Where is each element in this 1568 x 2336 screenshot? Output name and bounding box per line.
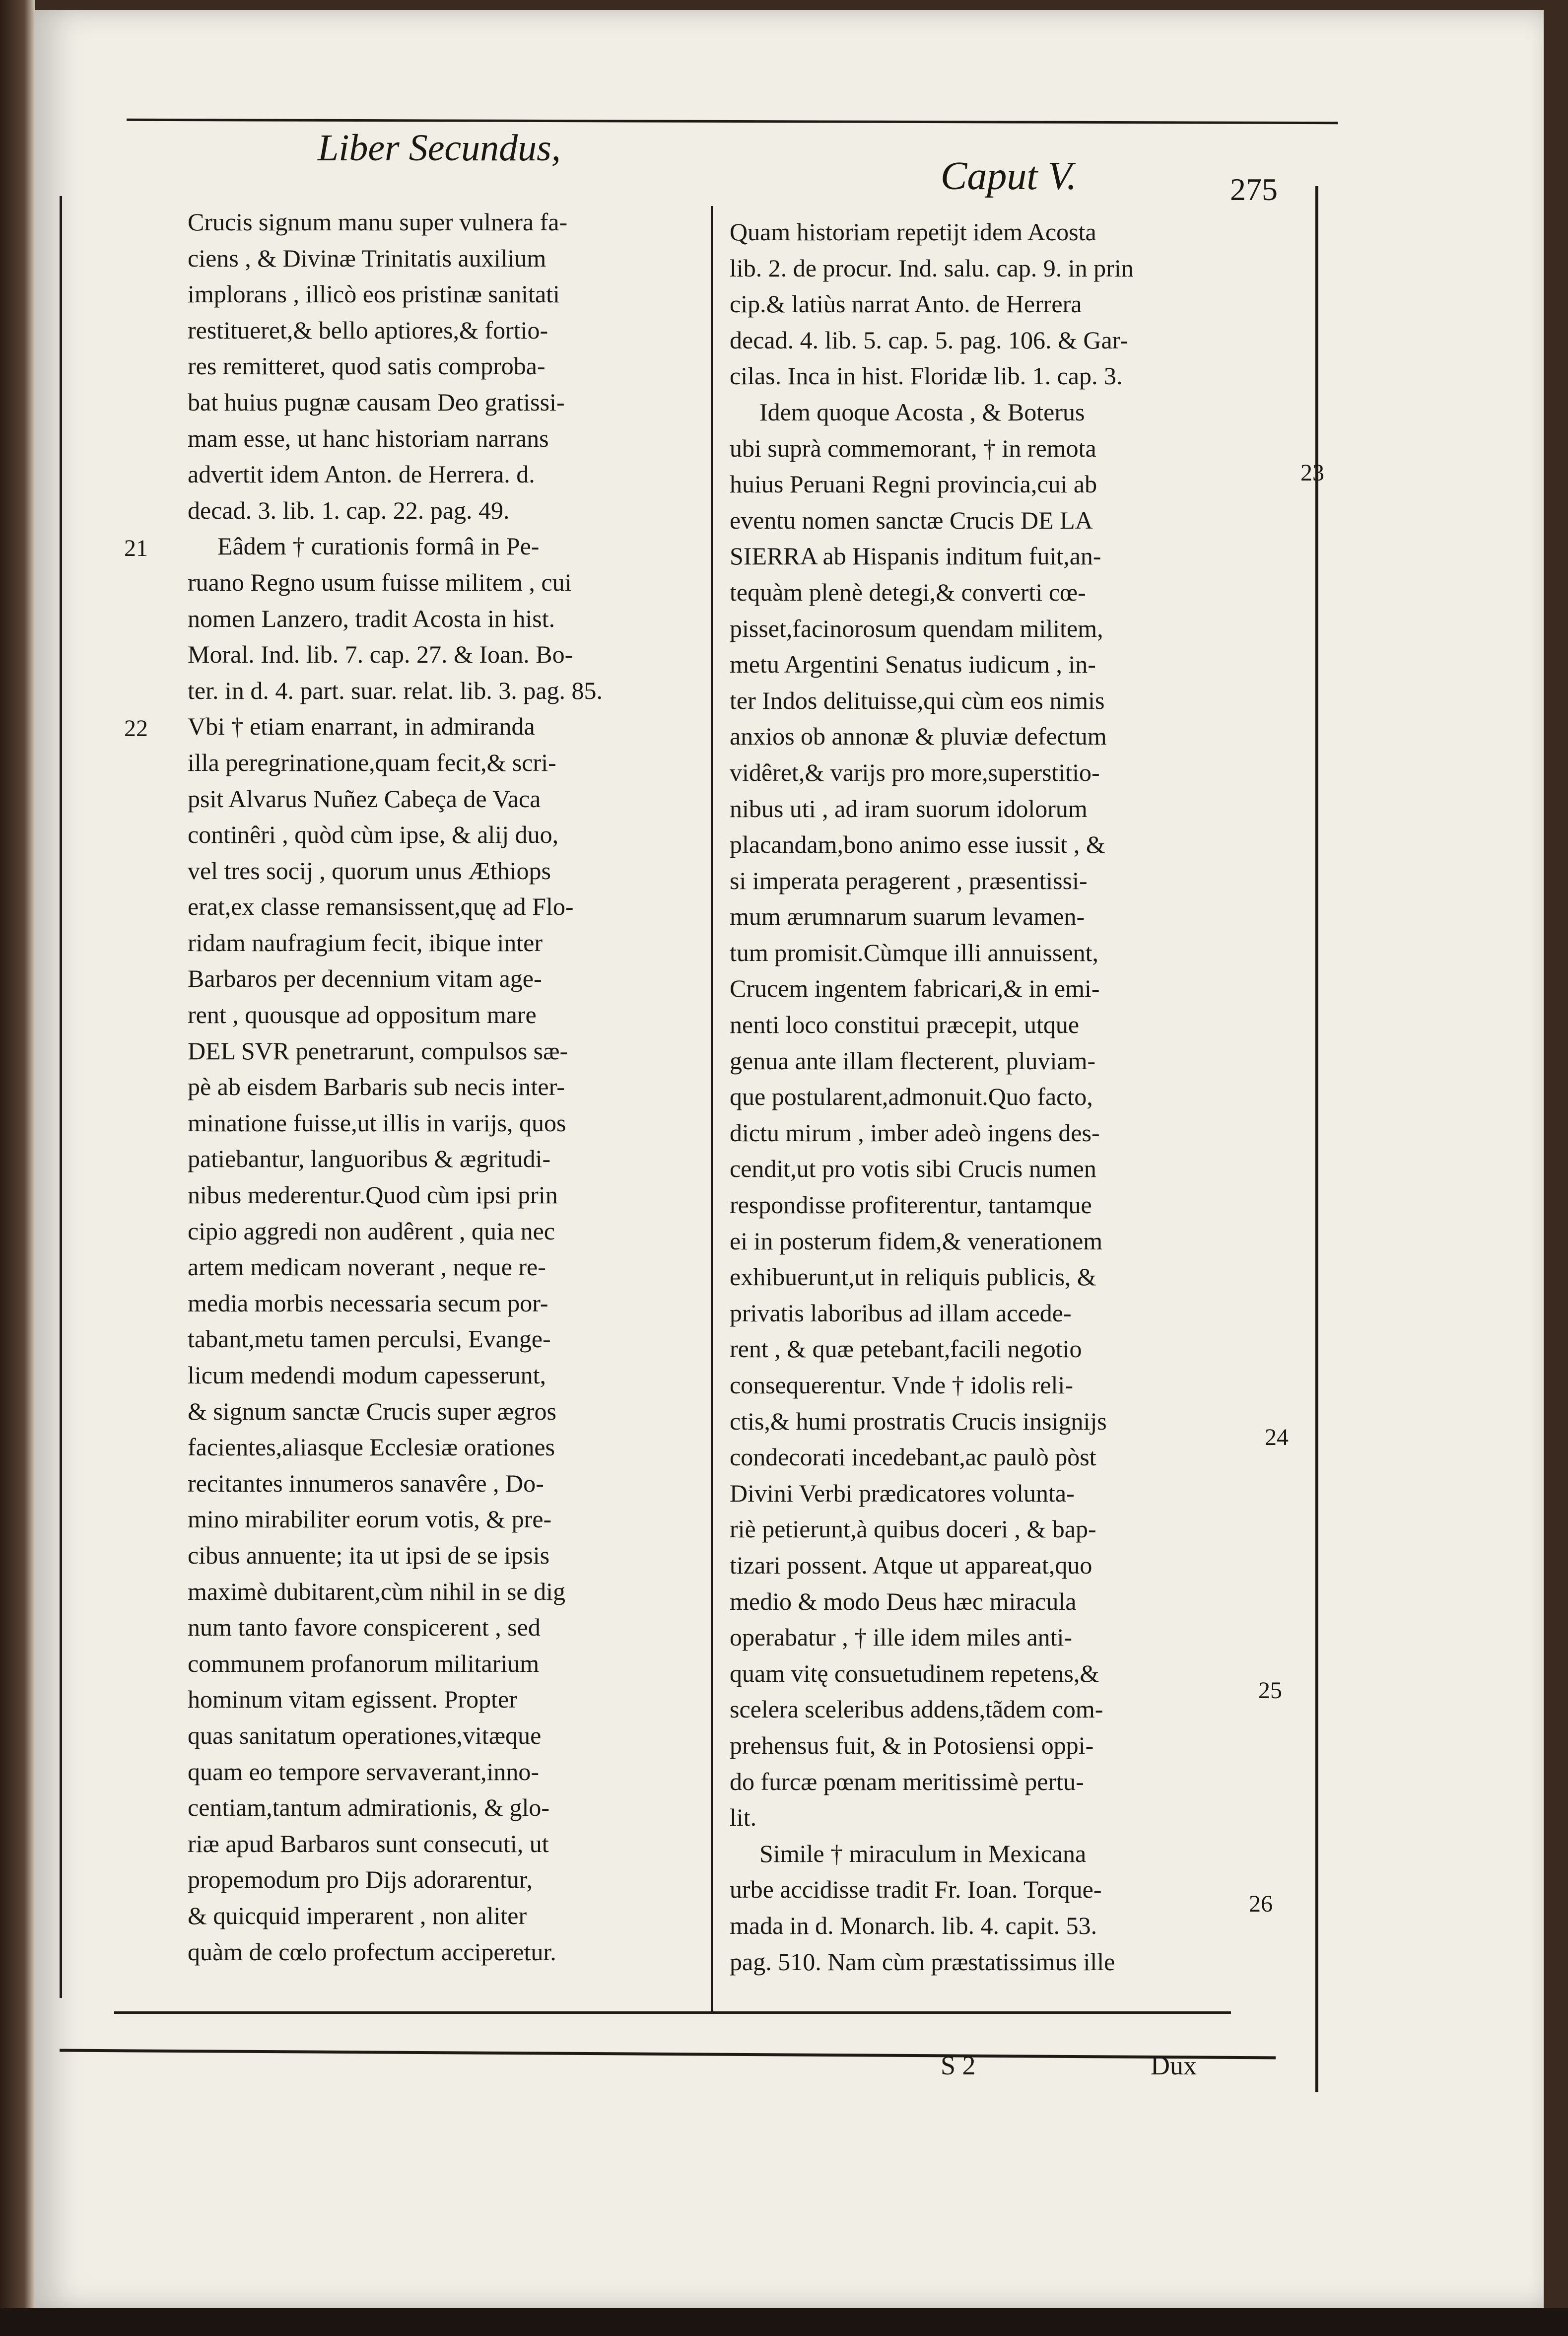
text-line: cendit,ut pro votis sibi Crucis numen	[730, 1155, 1096, 1183]
text-line: nomen Lanzero, tradit Acosta in hist.	[188, 604, 555, 632]
text-line: artem medicam noverant , neque re-	[188, 1253, 546, 1281]
text-line: tequàm plenè detegi,& converti cœ-	[730, 578, 1086, 606]
page-shadow	[0, 2308, 1568, 2336]
text-line: maximè dubitarent,cùm nihil in se dig	[188, 1577, 565, 1605]
text-line: bat huius pugnæ causam Deo gratissi-	[188, 388, 565, 416]
text-line: tizari possent. Atque ut appareat,quo	[730, 1551, 1092, 1579]
text-bottom-rule	[114, 2011, 1231, 2014]
margin-number-24: 24	[1265, 1424, 1289, 1450]
text-line: SIERRA ab Hispanis inditum fuit,an-	[730, 542, 1101, 570]
text-line: si imperata peragerent , præsentissi-	[730, 866, 1088, 894]
text-line: dictu mirum , imber adeò ingens des-	[730, 1118, 1100, 1147]
text-line: cipio aggredi non audêrent , quia nec	[188, 1217, 555, 1245]
text-line: psit Alvarus Nuñez Cabeça de Vaca	[188, 784, 541, 813]
text-line: anxios ob annonæ & pluviæ defectum	[730, 722, 1107, 751]
running-head-left: Liber Secundus,	[318, 127, 561, 169]
text-line: & quicquid imperarent , non aliter	[188, 1901, 527, 1929]
text-line: ruano Regno usum fuisse militem , cui	[188, 568, 572, 596]
text-line: decad. 4. lib. 5. cap. 5. pag. 106. & Gar-	[730, 326, 1128, 354]
text-line: minatione fuisse,ut illis in varijs, quos	[188, 1108, 566, 1137]
text-line: eventu nomen sanctæ Crucis DE LA	[730, 506, 1093, 534]
text-line: quam eo tempore servaverant,inno-	[188, 1757, 540, 1786]
text-line: cibus annuente; ita ut ipsi de se ipsis	[188, 1541, 550, 1569]
text-line: nibus uti , ad iram suorum idolorum	[730, 794, 1088, 823]
text-line: Barbaros per decennium vitam age-	[188, 964, 542, 993]
text-line: condecorati incedebant,ac paulò pòst	[730, 1443, 1096, 1471]
text-line: & signum sanctæ Crucis super ægros	[188, 1397, 557, 1425]
text-line: lit.	[730, 1803, 757, 1832]
text-line: ridam naufragium fecit, ibique inter	[188, 928, 543, 957]
text-line: illa peregrinatione,quam fecit,& scri-	[188, 748, 556, 776]
text-line: communem profanorum militarium	[188, 1649, 540, 1677]
text-line: prehensus fuit, & in Potosiensi oppi-	[730, 1731, 1094, 1759]
text-line: operabatur , † ille idem miles anti-	[730, 1623, 1073, 1651]
text-line: pè ab eisdem Barbaris sub necis inter-	[188, 1073, 565, 1101]
text-line: mada in d. Monarch. lib. 4. capit. 53.	[730, 1911, 1097, 1939]
text-line: erat,ex classe remansissent,quę ad Flo-	[188, 893, 574, 921]
text-line: mino mirabiliter eorum votis, & pre-	[188, 1505, 552, 1533]
book-spine	[0, 0, 35, 2336]
text-line: riæ apud Barbaros sunt consecuti, ut	[188, 1829, 549, 1857]
margin-number-26: 26	[1249, 1891, 1273, 1917]
text-line: mum ærumnarum suarum levamen-	[730, 902, 1085, 931]
text-line: Moral. Ind. lib. 7. cap. 27. & Ioan. Bo-	[188, 640, 573, 669]
text-line: Crucem ingentem fabricari,& in emi-	[730, 974, 1100, 1003]
text-line: nenti loco constitui præcepit, utque	[730, 1011, 1080, 1039]
text-line: pag. 510. Nam cùm præstatissimus ille	[730, 1947, 1115, 1976]
text-line: tabant,metu tamen perculsi, Evange-	[188, 1325, 551, 1353]
text-line: pisset,facinorosum quendam militem,	[730, 614, 1103, 642]
text-line: consequerentur. Vnde † idolis reli-	[730, 1371, 1073, 1399]
text-line: genua ante illam flecterent, pluviam-	[730, 1046, 1096, 1075]
margin-number-25: 25	[1258, 1677, 1282, 1704]
text-line: ei in posterum fidem,& venerationem	[730, 1227, 1103, 1255]
text-line: recitantes innumeros sanavêre , Do-	[188, 1469, 544, 1497]
text-line: ter Indos delituisse,qui cùm eos nimis	[730, 686, 1105, 714]
text-line: privatis laboribus ad illam accede-	[730, 1299, 1072, 1327]
text-line: medio & modo Deus hæc miracula	[730, 1587, 1077, 1615]
text-line: Crucis signum manu super vulnera fa-	[188, 208, 568, 236]
text-line: continêri , quòd cùm ipse, & alij duo,	[188, 821, 559, 849]
text-line: cip.& latiùs narrat Anto. de Herrera	[730, 290, 1082, 318]
text-line: tum promisit.Cùmque illi annuissent,	[730, 938, 1099, 966]
text-line: riè petierunt,à quibus doceri , & bap-	[730, 1515, 1096, 1543]
text-line: ciens , & Divinæ Trinitatis auxilium	[188, 244, 546, 272]
text-line: patiebantur, languoribus & ægritudi-	[188, 1145, 551, 1173]
text-line: Divini Verbi prædicatores volunta-	[730, 1479, 1075, 1507]
text-line: lib. 2. de procur. Ind. salu. cap. 9. in prin	[730, 254, 1134, 282]
text-line: centiam,tantum admirationis, & glo-	[188, 1793, 550, 1822]
margin-number-22: 22	[124, 715, 148, 742]
text-line: advertit idem Anton. de Herrera. d.	[188, 460, 535, 488]
catchword: Dux	[1151, 2051, 1197, 2080]
text-line: Quam historiam repetijt idem Acosta	[730, 218, 1096, 246]
text-line: licum medendi modum capesserunt,	[188, 1361, 546, 1389]
text-line: vel tres socij , quorum unus Æthiops	[188, 856, 551, 885]
text-line: hominum vitam egissent. Propter	[188, 1685, 517, 1714]
text-line: quas sanitatum operationes,vitæque	[188, 1721, 542, 1749]
text-line: huius Peruani Regni provincia,cui ab	[730, 470, 1097, 498]
text-line: urbe accidisse tradit Fr. Ioan. Torque-	[730, 1875, 1102, 1904]
running-head-chapter: Caput V.	[941, 154, 1077, 198]
text-line: cilas. Inca in hist. Floridæ lib. 1. cap. 3.	[730, 362, 1123, 390]
text-line: scelera sceleribus addens,tãdem com-	[730, 1695, 1103, 1723]
margin-number-21: 21	[124, 535, 148, 561]
right-text-column	[730, 214, 1281, 1980]
text-line: metu Argentini Senatus iudicum , in-	[730, 650, 1096, 679]
text-line: ctis,& humi prostratis Crucis insignijs	[730, 1407, 1107, 1435]
text-line: vidêret,& varijs pro more,superstitio-	[730, 758, 1100, 786]
text-line: mam esse, ut hanc historiam narrans	[188, 424, 549, 452]
text-line: decad. 3. lib. 1. cap. 22. pag. 49.	[188, 496, 510, 524]
text-line: num tanto favore conspicerent , sed	[188, 1613, 541, 1642]
frame-left-rule	[60, 196, 62, 1998]
column-divider-rule	[711, 206, 713, 2013]
text-line: ubi suprà commemorant, † in remota	[730, 434, 1096, 462]
text-line: rent , & quæ petebant,facili negotio	[730, 1335, 1082, 1363]
text-line: placandam,bono animo esse iussit , &	[730, 830, 1105, 859]
text-line: que postularent,admonuit.Quo facto,	[730, 1083, 1093, 1111]
text-line: media morbis necessaria secum por-	[188, 1289, 548, 1317]
text-line: do furcæ pœnam meritissimè pertu-	[730, 1767, 1084, 1795]
text-line: Vbi † etiam enarrant, in admiranda	[188, 712, 535, 741]
text-line: quàm de cœlo profectum acciperetur.	[188, 1937, 556, 1966]
text-line: Idem quoque Acosta , & Boterus	[759, 398, 1085, 426]
text-line: Simile † miraculum in Mexicana	[759, 1839, 1087, 1867]
signature-mark: S 2	[941, 2051, 976, 2080]
text-line: ter. in d. 4. part. suar. relat. lib. 3. pag. 85.	[188, 676, 603, 704]
text-line: Eâdem † curationis formâ in Pe-	[217, 532, 540, 560]
text-line: nibus mederentur.Quod cùm ipsi prin	[188, 1181, 558, 1209]
page-number: 275	[1230, 172, 1278, 207]
text-line: quam vitę consuetudinem repetens,&	[730, 1659, 1099, 1687]
text-line: propemodum pro Dijs adorarentur,	[188, 1865, 533, 1894]
text-line: DEL SVR penetrarunt, compulsos sæ-	[188, 1036, 568, 1065]
text-line: rent , quousque ad oppositum mare	[188, 1001, 537, 1029]
text-line: implorans , illicò eos pristinæ sanitati	[188, 280, 560, 308]
text-line: facientes,aliasque Ecclesiæ orationes	[188, 1433, 555, 1461]
text-line: restitueret,& bello aptiores,& fortio-	[188, 316, 548, 344]
text-line: respondisse profiterentur, tantamque	[730, 1191, 1092, 1219]
text-line: exhibuerunt,ut in reliquis publicis, &	[730, 1263, 1096, 1291]
margin-number-23: 23	[1300, 460, 1324, 486]
text-line: res remitteret, quod satis comproba-	[188, 352, 545, 380]
left-text-column	[188, 204, 706, 1970]
